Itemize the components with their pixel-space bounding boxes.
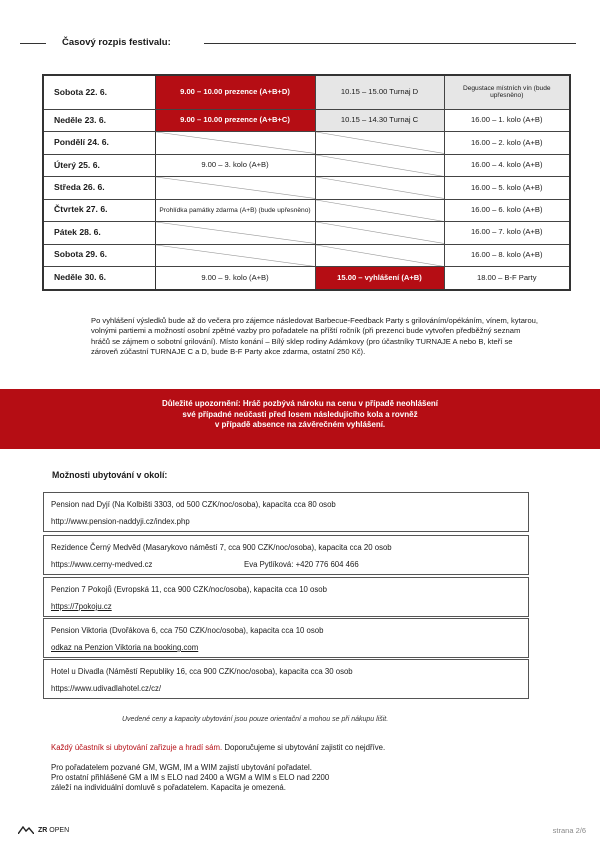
booking-info — [51, 743, 385, 752]
event-cell: 16.00 – 6. kolo (A+B) — [444, 199, 570, 221]
day-cell: Čtvrtek 27. 6. — [43, 199, 155, 221]
day-cell: Pondělí 24. 6. — [43, 132, 155, 154]
heading-rule-right — [204, 43, 576, 44]
event-cell: Degustace místních vín (bude upřesněno) — [444, 75, 570, 109]
day-cell: Neděle 30. 6. — [43, 266, 155, 290]
empty-cell — [315, 222, 444, 244]
heading-rule-left — [20, 43, 46, 44]
schedule-heading: Časový rozpis festivalu: — [62, 37, 171, 48]
warning-text — [110, 399, 490, 431]
event-cell: 10.15 – 15.00 Turnaj D — [315, 75, 444, 109]
schedule-row — [43, 244, 570, 266]
empty-cell — [155, 244, 315, 266]
event-cell: 16.00 – 2. kolo (A+B) — [444, 132, 570, 154]
schedule-row — [43, 132, 570, 154]
schedule-row — [43, 154, 570, 176]
page-number: strana 2/6 — [552, 826, 586, 835]
accommodation-link[interactable]: https://www.udivadlahotel.cz/cz/ — [51, 684, 162, 693]
schedule-table — [42, 74, 571, 291]
empty-cell — [315, 177, 444, 199]
event-cell: 10.15 – 14.30 Turnaj C — [315, 109, 444, 131]
empty-cell — [155, 222, 315, 244]
schedule-row — [43, 266, 570, 290]
day-cell: Úterý 25. 6. — [43, 154, 155, 176]
price-disclaimer: Uvedené ceny a kapacity ubytování jsou pouze orientační a mohou se při nákupu lišit. — [122, 716, 389, 723]
empty-cell — [315, 199, 444, 221]
warning-line: Důležité upozornění: Hráč pozbývá nároku na cenu v případě neohlášení — [161, 399, 439, 408]
booking-info-rest: Doporučujeme si ubytování zajistit co nejdříve. — [222, 743, 386, 752]
accommodation-contact: Eva Pytlíková: +420 776 604 466 — [244, 560, 359, 569]
schedule-row — [43, 109, 570, 131]
empty-cell — [315, 154, 444, 176]
empty-cell — [155, 177, 315, 199]
accommodation-name: Rezidence Černý Medvěd (Masarykovo náměstí 7, cca 900 CZK/noc/osoba), kapacita cca 20 osob — [51, 543, 392, 552]
party-note: Po vyhlášení výsledků bude až do večera pro zájemce následovat Barbecue-Feedback Party s grilováním/opékáním, vínem, kytarou, volnými partiemi a možností osobní zpětné vazby pro pořadatele na příští ročník (při prezenci bude vytvořen předběžný seznam hráčů se zájmem o sobotní grilování). Místo konání – Bílý sklep rodiny Adámkovy (pro účastníky TURNAJE A nebo B, kteří se zároveň zúčastní TURNAJE C a D, bude B-F Party akce zdarma, ostatní 250 Kč). — [91, 316, 538, 356]
organizer-info — [51, 763, 329, 793]
accommodation-link[interactable]: https://7pokoju.cz — [51, 602, 112, 611]
accommodation-item — [43, 659, 529, 699]
accommodation-item — [43, 618, 529, 658]
accommodation-name: Pension nad Dyjí (Na Kolbišti 3303, od 500 CZK/noc/osoba), kapacita cca 80 osob — [51, 500, 336, 509]
schedule-row — [43, 177, 570, 199]
accommodation-item — [43, 492, 529, 532]
event-cell: 9.00 – 10.00 prezence (A+B+C) — [155, 109, 315, 131]
warning-line: své případné neúčasti před losem následujícího kola a rovněž — [182, 409, 418, 419]
accommodation-item — [43, 535, 529, 575]
empty-cell — [315, 244, 444, 266]
booking-info-emphasis: Každý účastník si ubytování zařizuje a hradí sám. — [51, 743, 223, 752]
event-cell: 16.00 – 1. kolo (A+B) — [444, 109, 570, 131]
logo-text: ZR OPEN — [38, 826, 70, 834]
schedule-row — [43, 75, 570, 109]
day-cell: Sobota 29. 6. — [43, 244, 155, 266]
mountain-icon — [18, 826, 34, 834]
accommodation-item — [43, 577, 529, 617]
event-cell: 16.00 – 5. kolo (A+B) — [444, 177, 570, 199]
day-cell: Středa 26. 6. — [43, 177, 155, 199]
day-cell: Sobota 22. 6. — [43, 75, 155, 109]
event-cell: 9.00 – 9. kolo (A+B) — [155, 266, 315, 290]
accommodation-link[interactable]: http://www.pension-naddyji.cz/index.php — [51, 517, 190, 526]
accommodation-name: Pension Viktoria (Dvořákova 6, cca 750 CZK/noc/osoba), kapacita cca 10 osob — [51, 626, 324, 635]
warning-line: v případě absence na závěrečném vyhlášení. — [214, 420, 386, 429]
accommodation-link[interactable]: odkaz na Penzion Viktoria na booking.com — [51, 643, 199, 652]
accommodation-name: Hotel u Divadla (Náměstí Republiky 16, cca 900 CZK/noc/osoba), kapacita cca 30 osob — [51, 667, 353, 676]
empty-cell — [315, 132, 444, 154]
day-cell: Pátek 28. 6. — [43, 222, 155, 244]
organizer-line: záleží na individuální domluvě s pořadatelem. Kapacita je omezená. — [51, 782, 286, 792]
event-cell: 15.00 – vyhlášení (A+B) — [315, 266, 444, 290]
event-cell: 9.00 – 3. kolo (A+B) — [155, 154, 315, 176]
event-cell: 16.00 – 4. kolo (A+B) — [444, 154, 570, 176]
event-cell: Prohlídka památky zdarma (A+B) (bude upřesněno) — [155, 199, 315, 221]
organizer-line: Pro pořadatelem pozvané GM, WGM, IM a WIM zajistí ubytování pořadatel. — [51, 763, 312, 772]
accommodation-title: Možnosti ubytování v okolí: — [52, 470, 168, 480]
accommodation-link[interactable]: https://www.cerny-medved.cz — [51, 560, 153, 569]
event-cell: 16.00 – 7. kolo (A+B) — [444, 222, 570, 244]
event-cell: 18.00 – B-F Party — [444, 266, 570, 290]
organizer-line: Pro ostatní přihlášené GM a IM s ELO nad 2400 a WGM a WIM s ELO nad 2200 — [51, 772, 330, 782]
empty-cell — [155, 132, 315, 154]
day-cell: Neděle 23. 6. — [43, 109, 155, 131]
event-cell: 16.00 – 8. kolo (A+B) — [444, 244, 570, 266]
accommodation-name: Penzion 7 Pokojů (Evropská 11, cca 900 CZK/noc/osoba), kapacita cca 10 osob — [51, 585, 327, 594]
event-cell: 9.00 – 10.00 prezence (A+B+D) — [155, 75, 315, 109]
schedule-row — [43, 199, 570, 221]
zr-open-logo — [18, 826, 69, 834]
schedule-row — [43, 222, 570, 244]
